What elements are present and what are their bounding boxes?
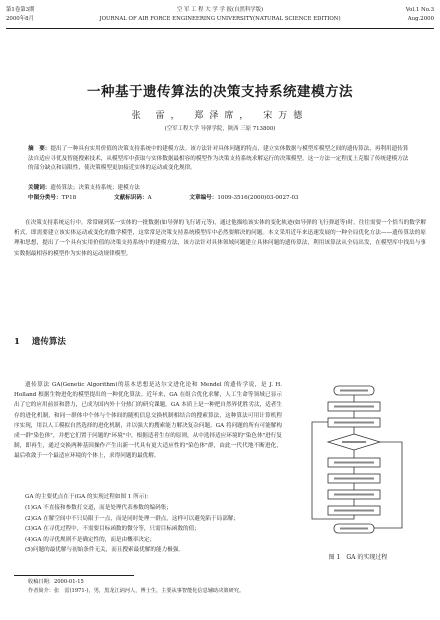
header-center xyxy=(6,6,434,24)
section-number: 1 xyxy=(14,337,20,347)
figure-1 xyxy=(290,382,426,572)
journal-name-en: JOURNAL OF AIR FORCE ENGINEERING UNIVERSITY(NATURAL SCIENCE EDITION) xyxy=(99,16,341,22)
section-paragraph-1: 遗传算法 GA(Genetic Algorithm)的基本思想是达尔文进化论和 Mendel 的遗传学说，是 J. H. Holland 根据生物进化的模型提出的一种优化算法。近年来，GA 在组合优化求解，人工生命等领域已显示出了它的应用前景和潜力，已成为国内外十分热门的研究课题。GA 本质上是一种把自然界优胜劣汰，适者生存的进化机制，和同一群体中个体与个体间的随机信息交换机制相结合的搜索算法，这种算法可用计算机程序实现，用以人工模拟自然选择的进化机制，并以强大的搜索能力解决复杂问题。GA 将问题的所有可能解构成一群"染色体"，并把它们置于问题的"环境"中，根据适者生存的原则，从中选择适应环境的"染色体"进行复制，即再生，通过交换两种基因操作产生出新一代具有更大适应性的"染色体"群，由此一代代地不断进化，最后收敛于一个最适应环境的个体上，求得问题的最优解。 xyxy=(14,382,282,460)
intro-paragraph: 在决策支持系统运行中，常常碰到某一实体的一批数据(如导弹的飞行诸元等)，通过他描绘该实体的变化轨迹(如导弹的飞行弹道等)时，往往需要一个恰当的数学解析式，即需要建立该实体运动或变化的数学模型，这常常是决策支持系统模型库中必然要解决的问题。本文采用近年来迅速发展的一种全局优化方法——遗传算法的原理和思想，提出了一个具有实用价值的决策支持系统中的建模方法，该方法针对具体领域问题建立具体问题的遗传算法，利用该算法从全局出发，在模型库中找出与事实数据最相容的模型作为实体的运动规律模型。 xyxy=(14,220,426,257)
cls-label: 中图分类号： xyxy=(28,195,62,201)
cls-value: TP18 xyxy=(61,195,77,201)
figure-caption: 图 1 GA 的实现过程 xyxy=(328,554,388,561)
article-number xyxy=(189,195,316,201)
classification-line xyxy=(28,194,412,204)
footnote-rule xyxy=(14,575,134,576)
list-item: (3)GA 在寻优过程中，不需要目标函数的微分等，只需目标函数的值； xyxy=(25,526,200,533)
abstract xyxy=(28,145,412,174)
cls-code xyxy=(28,195,94,201)
running-header xyxy=(6,6,434,28)
abstract-text: 提出了一种具有实用价值的决策支持系统中的建模方法。该方法针对具体问题的特点，建立实体数据与模型库模型之间的遗传算法，再利用遗传算法自适应寻优及智能搜索技术，从模型库中获取与实体数据最相容的模型作为决策支持系统求解运行的决策模型。这一方法一定程度上克服了传统建模方法的部分缺点和局限性，使决策模型更加接近实体的运动或变化规律。 xyxy=(28,146,409,172)
section-heading xyxy=(14,335,66,347)
journal-name-cn: 空 军 工 程 大 学 学 报(自然科学版) xyxy=(176,7,264,13)
doc-code xyxy=(114,195,170,201)
keywords-label: 关键词： xyxy=(28,185,51,191)
doc-value: A xyxy=(147,195,152,201)
abstract-label: 摘 要： xyxy=(28,146,51,152)
header-date: 2000年8月 xyxy=(6,16,34,22)
advantages-list xyxy=(14,503,282,556)
doc-label: 文献标识码： xyxy=(113,195,148,201)
paper-authors: 张 雷， 郑泽席， 宋万德 xyxy=(131,111,309,121)
section-title: 遗传算法 xyxy=(31,337,66,347)
art-value: 1009-3516(2000)03-0027-03 xyxy=(217,195,299,201)
header-rule xyxy=(6,28,434,29)
list-item: (2)GA 在解空间中不只局限于一点，而是同时处理一群点，这样可以避免陷于局部解； xyxy=(25,515,239,522)
footnote-received: 收稿日期：2000-01-15 xyxy=(28,579,84,585)
header-volume-issue: 第1卷第3期 xyxy=(6,7,35,13)
paper-title: 一种基于遗传算法的决策支持系统建模方法 xyxy=(87,84,353,100)
paper-affiliation: (空军工程大学 导弹学院，陕西 三原 713800) xyxy=(164,126,276,132)
header-right xyxy=(406,6,434,24)
keywords-text: 遗传算法；决策支持系统；建模方法 xyxy=(50,185,140,191)
header-vol-en: Vol.1 No.3 xyxy=(405,7,434,13)
header-date-en: Aug.2000 xyxy=(407,16,434,22)
art-label: 文章编号： xyxy=(189,195,218,201)
list-item: (5)问题的最优解与初始条件无关，而且搜索最优解的能力极强。 xyxy=(25,547,184,554)
keywords xyxy=(28,184,412,194)
list-item: (1)GA 不直接和参数打交道，而是处理代表参数的编码集； xyxy=(25,505,172,511)
list-item: (4)GA 的寻优规则不是确定性的，而是由概率决定； xyxy=(25,536,156,543)
section-paragraph-2: GA 的主要优点在于(GA 的实现过程如图 1 所示)： xyxy=(25,494,153,500)
footnote-author: 作者简介：张 雷(1971-)，男，黑龙江讷河人，博士生，主要从事智能化信息辅助决策研究。 xyxy=(28,588,245,594)
flowchart xyxy=(290,382,426,550)
